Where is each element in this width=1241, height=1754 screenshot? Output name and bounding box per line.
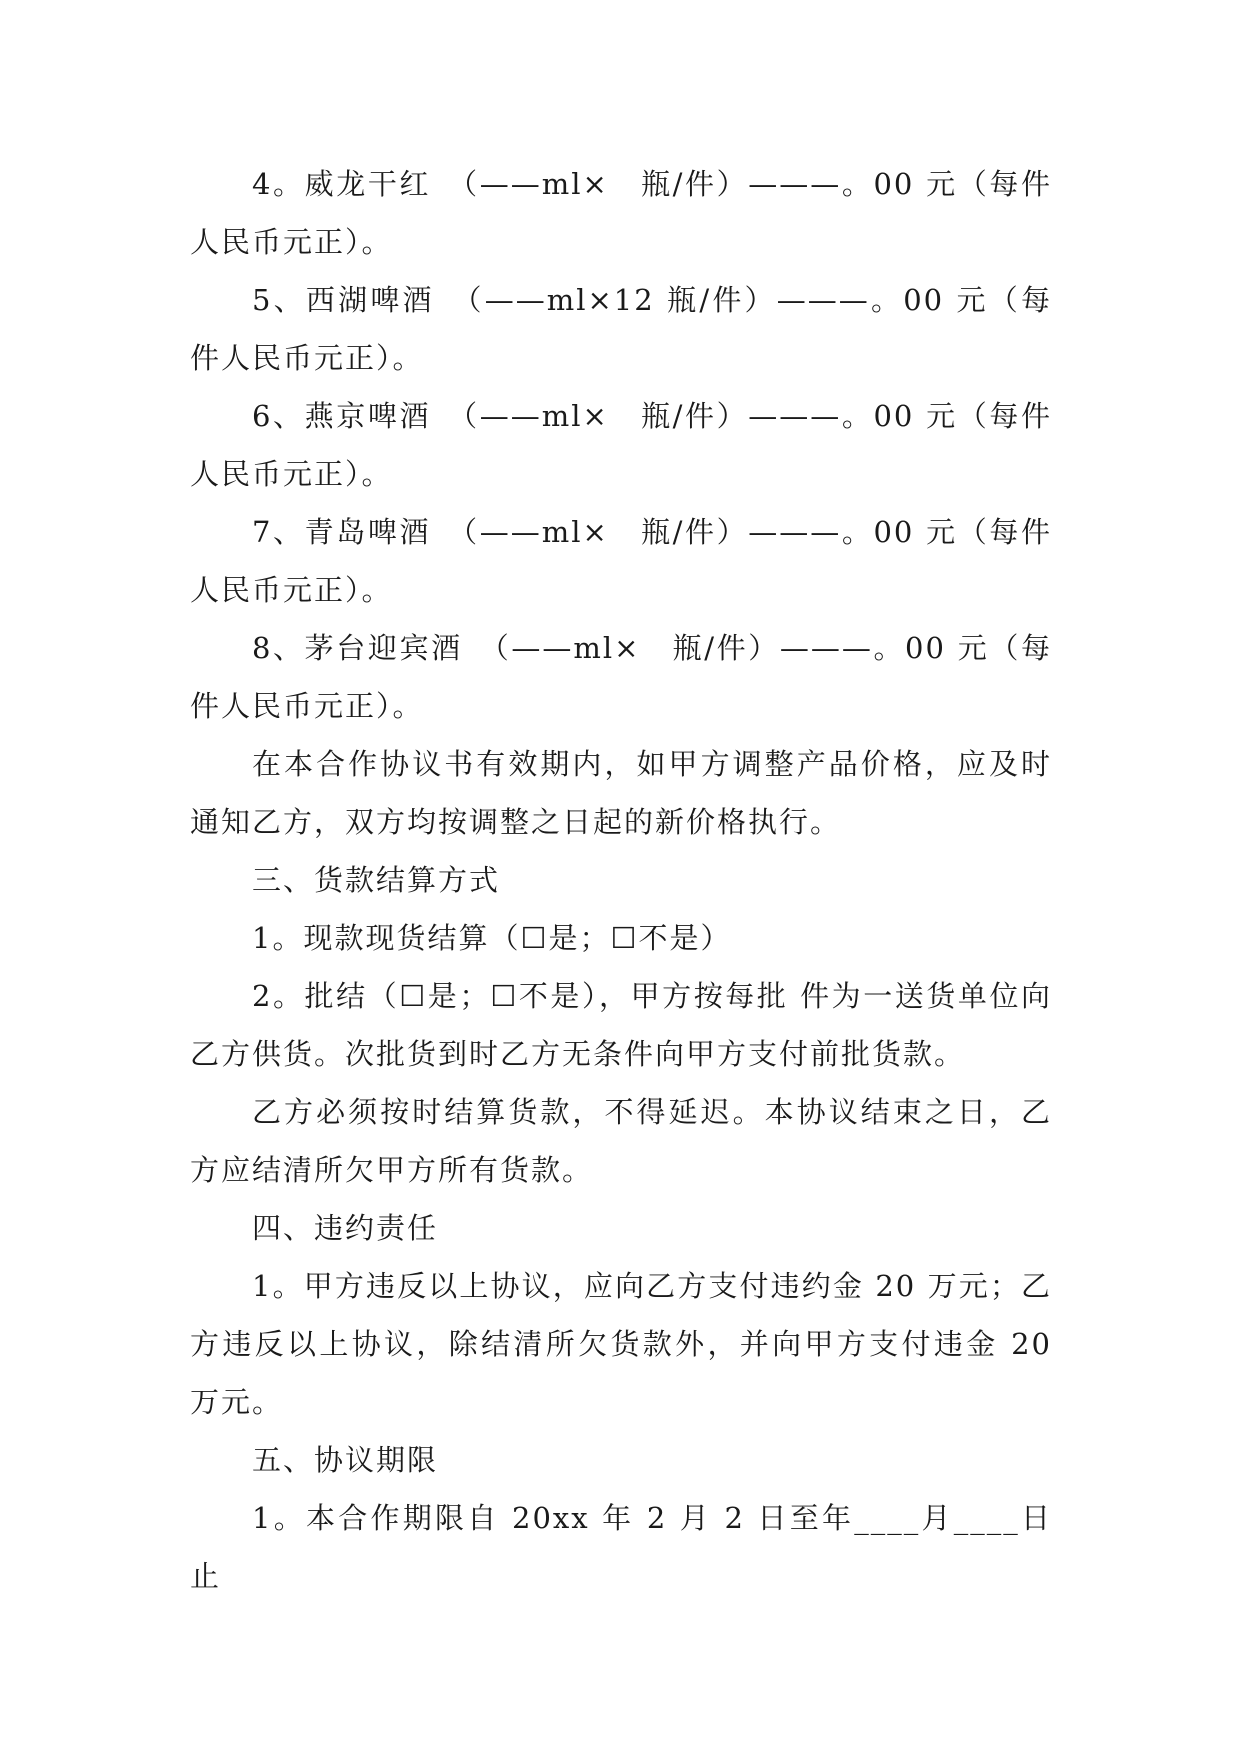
price-item-5: 5、西湖啤酒 （——ml×12 瓶/件）———。00 元（每件人民币元正）。 <box>190 283 1052 375</box>
document-body <box>190 155 1064 1605</box>
price-adjustment-clause: 在本合作协议书有效期内，如甲方调整产品价格，应及时通知乙方，双方均按调整之日起的新价格执行。 <box>190 747 1052 839</box>
price-item-7: 7、青岛啤酒 （——ml× 瓶/件）———。00 元（每件人民币元正）。 <box>190 515 1052 607</box>
payment-option-2: 2。批结（☐是；☐不是），甲方按每批 件为一送货单位向乙方供货。次批货到时乙方无条件向甲方支付前批货款。 <box>190 979 1052 1071</box>
section-heading-liability: 四、违约责任 <box>252 1211 439 1245</box>
price-item-6: 6、燕京啤酒 （——ml× 瓶/件）———。00 元（每件人民币元正）。 <box>190 399 1052 491</box>
section-heading-term: 五、协议期限 <box>252 1443 439 1477</box>
price-item-8: 8、茅台迎宾酒 （——ml× 瓶/件）———。00 元（每件人民币元正）。 <box>190 631 1052 723</box>
payment-option-1: 1。现款现货结算（☐是；☐不是） <box>252 921 732 955</box>
term-clause-1: 1。本合作期限自 20xx 年 2 月 2 日至年____月____日止 <box>190 1501 1052 1593</box>
liability-clause-1: 1。甲方违反以上协议，应向乙方支付违约金 20 万元；乙方违反以上协议，除结清所欠货款外，并向甲方支付违金 20 万元。 <box>190 1269 1064 1419</box>
price-item-4: 4。威龙干红 （——ml× 瓶/件）———。00 元（每件人民币元正）。 <box>190 167 1052 259</box>
section-heading-payment: 三、货款结算方式 <box>252 863 501 897</box>
payment-deadline-clause: 乙方必须按时结算货款，不得延迟。本协议结束之日，乙方应结清所欠甲方所有货款。 <box>190 1095 1052 1187</box>
